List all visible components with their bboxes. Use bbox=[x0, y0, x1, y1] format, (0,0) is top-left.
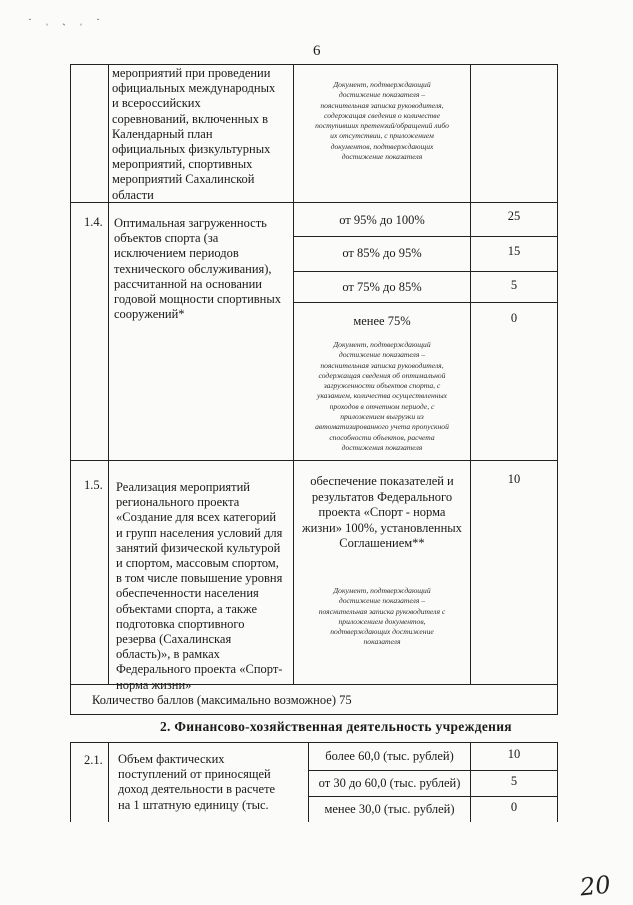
option-label: от 95% до 100% bbox=[339, 213, 425, 227]
page-number: 6 bbox=[313, 43, 321, 59]
option-score: 0 bbox=[510, 311, 518, 325]
option-label: менее 30,0 (тыс. рублей) bbox=[324, 802, 455, 816]
option-label: более 60,0 (тыс. рублей) bbox=[325, 749, 454, 763]
criterion-text-2-1: Объем фактических поступлений от приносящей доход деятельности в расчете на 1 штатную единицу (тыс. bbox=[118, 752, 276, 812]
row-number-1-4: 1.4. bbox=[84, 215, 103, 229]
option-score-1-5: 10 bbox=[507, 472, 521, 486]
handwritten-page-number: 20 bbox=[578, 870, 612, 902]
criterion-text-cont: мероприятий при проведении официальных международных и всероссийских соревнований, включенных в Календарный план официальных физкультурных мероприятий, спортивных мероприятий Сахалинской области bbox=[112, 66, 276, 202]
row-number-2-1: 2.1. bbox=[84, 753, 103, 767]
row-number-1-5: 1.5. bbox=[84, 478, 103, 492]
option-score: 0 bbox=[510, 800, 518, 814]
option-label: менее 75% bbox=[353, 314, 411, 328]
criterion-text-1-4: Оптимальная загруженность объектов спорта (за исключением периодов технического обслуживания), рассчитанной на основании годовой мощности спортивных сооружений* bbox=[114, 216, 282, 322]
option-score: 5 bbox=[510, 774, 518, 788]
document-note-1-4: Документ, подтверждающий достижение показателя – пояснительная записка руководителя, содержащая сведения об оптимальной загруженности объектов спорта, с указанием, количества осуществленных проходов в отчетном периоде, с приложением выгрузки из автоматизированного учета пропускной способности объектов, расчета достижения показателя bbox=[315, 340, 449, 452]
option-label: от 30 до 60,0 (тыс. рублей) bbox=[318, 776, 461, 790]
document-note-1-5: Документ, подтверждающий достижение показателя – пояснительная записка руководителя с приложением документов, подтверждающих достижение показателя bbox=[318, 586, 446, 647]
corner-marks: · ˌ ˎ ˌ · bbox=[28, 12, 105, 26]
option-score: 5 bbox=[510, 278, 518, 292]
option-score: 10 bbox=[507, 747, 521, 761]
total-score: Количество баллов (максимально возможное) 75 bbox=[92, 693, 352, 707]
criterion-text-1-5: Реализация мероприятий регионального проекта «Создание для всех категорий и групп населения условий для занятий физической культурой и спортом, массовым спортом, в том числе повышение уровня обеспеченности населения объектами спорта, а также подготовка спортивного резерва (Сахалинская область)», в рамках Федерального проекта «Спорт- норма жизни» bbox=[116, 480, 283, 692]
section-2-title: 2. Финансово-хозяйственная деятельность учреждения bbox=[160, 719, 512, 734]
option-score: 25 bbox=[507, 209, 521, 223]
option-score: 15 bbox=[507, 244, 521, 258]
option-label-1-5: обеспечение показателей и результатов Федерального проекта «Спорт - норма жизни» 100%, установленных Соглашением** bbox=[302, 474, 462, 550]
document-note-cont: Документ, подтверждающий достижение показателя – пояснительная записка руководителя, содержащая сведения о количестве поступивших претензий/обращений либо их отсутствии, с приложением документов, подтверждающих достижение показателя bbox=[315, 80, 449, 162]
option-label: от 85% до 95% bbox=[342, 246, 422, 260]
option-label: от 75% до 85% bbox=[342, 280, 422, 294]
